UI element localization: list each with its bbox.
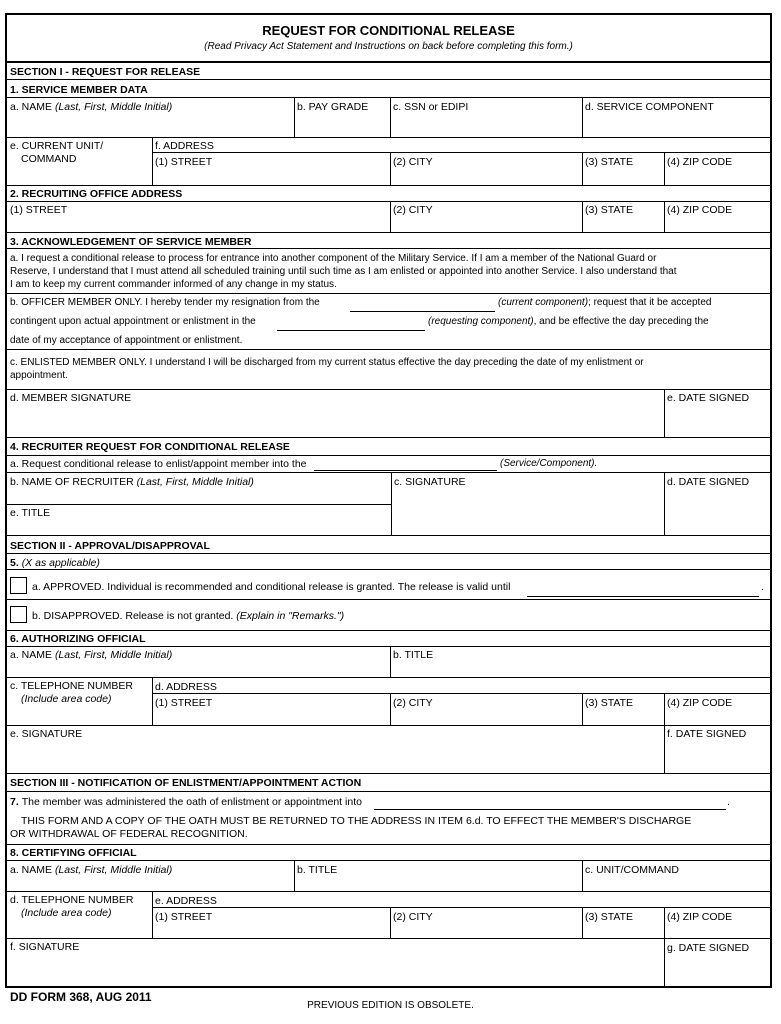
rule [7, 844, 770, 845]
authorizing-name-label: a. NAME (Last, First, Middle Initial) [10, 649, 173, 661]
recruiter-signature-label: c. SIGNATURE [394, 476, 466, 488]
oath-component-line[interactable] [374, 809, 726, 810]
authorizing-tel-label: c. TELEPHONE NUMBER [10, 680, 133, 692]
authorizing-city-label: (2) CITY [393, 697, 433, 709]
member-date-label: e. DATE SIGNED [667, 392, 750, 404]
authorizing-address-label: d. ADDRESS [155, 681, 217, 693]
form-subtitle: (Read Privacy Act Statement and Instructions on back before completing this form.) [204, 41, 573, 52]
rule [7, 553, 770, 554]
current-unit-label-2: COMMAND [21, 153, 77, 165]
member-signature-label: d. MEMBER SIGNATURE [10, 392, 132, 404]
form-frame [5, 13, 772, 988]
certifying-signature-field[interactable] [8, 939, 663, 987]
recruiting-state-label: (3) STATE [585, 204, 634, 216]
authorizing-date-label: f. DATE SIGNED [667, 728, 747, 740]
recruiter-date-label: d. DATE SIGNED [667, 476, 750, 488]
rule [7, 535, 770, 536]
member-name-field[interactable] [8, 98, 293, 136]
ack-a-line1: a. I request a conditional release to process for entrance into another component of the Military Service. If I am a member of the National Guard or [10, 253, 657, 264]
rule [7, 185, 770, 186]
authorizing-signature-field[interactable] [8, 726, 663, 772]
form-title: REQUEST FOR CONDITIONAL RELEASE [262, 23, 515, 38]
recruiting-street-label: (1) STREET [10, 204, 68, 216]
authorizing-state-label: (3) STATE [585, 697, 634, 709]
section-2-heading: SECTION II - APPROVAL/DISAPPROVAL [10, 540, 210, 552]
recruiting-zip-label: (4) ZIP CODE [667, 204, 733, 216]
rule [7, 773, 770, 774]
officer-text-2b: (requesting component), and be effective the day preceding the [428, 316, 709, 327]
street-label: (1) STREET [155, 156, 213, 168]
recruiter-title-field[interactable] [8, 505, 390, 534]
member-signature-field[interactable] [8, 390, 663, 436]
enlisted-text-2: appointment. [10, 370, 68, 381]
recruiting-zip-field[interactable] [665, 202, 769, 231]
authorizing-zip-field[interactable] [665, 694, 769, 724]
service-component-hint: (Service/Component). [500, 458, 598, 469]
authorizing-signature-label: e. SIGNATURE [10, 728, 83, 740]
item-5-heading: 5. (X as applicable) [10, 557, 100, 569]
approved-checkbox[interactable] [10, 577, 27, 594]
recruiter-signature-field[interactable] [392, 473, 663, 534]
item-3-heading: 3. ACKNOWLEDGEMENT OF SERVICE MEMBER [10, 236, 252, 248]
item-7-text: 7. The member was administered the oath of enlistment or appointment into [10, 796, 362, 808]
rule [7, 677, 770, 678]
rule [7, 61, 770, 63]
return-note-1: THIS FORM AND A COPY OF THE OATH MUST BE RETURNED TO THE ADDRESS IN ITEM 6.d. TO EFFECT THE MEMBER'S DISCHARGE [21, 815, 692, 827]
recruiter-title-label: e. TITLE [10, 507, 51, 519]
item-6-heading: 6. AUTHORIZING OFFICIAL [10, 633, 146, 645]
officer-text-3: date of my acceptance of appointment or enlistment. [10, 335, 243, 346]
section-3-heading: SECTION III - NOTIFICATION OF ENLISTMENT/APPOINTMENT ACTION [10, 777, 362, 789]
disapproved-text: b. DISAPPROVED. Release is not granted. (Explain in "Remarks.") [32, 610, 345, 622]
rule [7, 248, 770, 249]
recruiting-city-field[interactable] [391, 202, 581, 231]
authorizing-city-field[interactable] [391, 694, 581, 724]
authorizing-title-label: b. TITLE [393, 649, 434, 661]
officer-text-2: contingent upon actual appointment or enlistment in the [10, 316, 256, 327]
period: . [727, 796, 730, 808]
address-label: f. ADDRESS [155, 140, 214, 152]
service-component-field[interactable] [583, 98, 769, 136]
rule [7, 569, 770, 570]
authorizing-title-field[interactable] [391, 647, 769, 676]
rule [7, 293, 770, 294]
authorizing-zip-label: (4) ZIP CODE [667, 697, 733, 709]
city-label: (2) CITY [393, 156, 433, 168]
zip-field[interactable] [665, 153, 769, 184]
rule [7, 630, 770, 631]
certifying-unit-label: c. UNIT/COMMAND [585, 864, 679, 876]
rule [7, 455, 770, 456]
recruiter-request-text: a. Request conditional release to enlist/appoint member into the [10, 458, 307, 470]
return-note-2: OR WITHDRAWAL OF FEDERAL RECOGNITION. [10, 828, 248, 840]
recruiting-street-field[interactable] [8, 202, 389, 231]
recruiter-name-field[interactable] [8, 473, 390, 503]
rule [7, 599, 770, 600]
item-1-heading: 1. SERVICE MEMBER DATA [10, 84, 148, 96]
member-name-label: a. NAME (Last, First, Middle Initial) [10, 101, 173, 113]
certifying-date-field[interactable] [665, 939, 769, 987]
authorizing-street-field[interactable] [153, 694, 389, 724]
certifying-name-field[interactable] [8, 861, 293, 890]
rule [7, 232, 770, 233]
officer-text-1b: (current component); request that it be accepted [498, 297, 712, 308]
item-8-heading: 8. CERTIFYING OFFICIAL [10, 847, 137, 859]
rule [7, 791, 770, 792]
certifying-state-field[interactable] [583, 908, 663, 937]
city-field[interactable] [391, 153, 581, 184]
service-component-label: d. SERVICE COMPONENT [585, 101, 714, 113]
edition-note: PREVIOUS EDITION IS OBSOLETE. [307, 1000, 474, 1011]
section-1-heading: SECTION I - REQUEST FOR RELEASE [10, 66, 201, 78]
certifying-title-field[interactable] [295, 861, 581, 890]
current-unit-label: e. CURRENT UNIT/ [10, 140, 104, 152]
item-2-heading: 2. RECRUITING OFFICE ADDRESS [10, 188, 183, 200]
certifying-zip-label: (4) ZIP CODE [667, 911, 733, 923]
recruiting-state-field[interactable] [583, 202, 663, 231]
rule [7, 79, 770, 80]
pay-grade-field[interactable] [295, 98, 389, 136]
state-field[interactable] [583, 153, 663, 184]
service-component-line[interactable] [314, 470, 497, 471]
authorizing-tel-hint: (Include area code) [21, 693, 112, 705]
authorizing-street-label: (1) STREET [155, 697, 213, 709]
certifying-title-label: b. TITLE [297, 864, 338, 876]
form-number: DD FORM 368, AUG 2011 [10, 990, 152, 1004]
certifying-unit-field[interactable] [583, 861, 769, 890]
certifying-tel-field[interactable] [8, 920, 151, 937]
officer-text-1: b. OFFICER MEMBER ONLY. I hereby tender my resignation from the [10, 297, 320, 308]
current-unit-field[interactable] [8, 165, 151, 184]
street-field[interactable] [153, 153, 389, 184]
certifying-date-label: g. DATE SIGNED [667, 942, 750, 954]
authorizing-tel-field[interactable] [8, 706, 151, 724]
valid-until-line[interactable] [527, 596, 759, 597]
member-date-field[interactable] [665, 390, 769, 436]
ssn-field[interactable] [391, 98, 581, 136]
ssn-label: c. SSN or EDIPI [393, 101, 469, 113]
requesting-component-line[interactable] [277, 330, 425, 331]
ack-a-line2: Reserve, I understand that I must attend all scheduled training until such time as I am enlisted or appointed into another Service. I also understand that [10, 266, 677, 277]
current-component-line[interactable] [350, 311, 495, 312]
rule [7, 437, 770, 438]
pay-grade-label: b. PAY GRADE [297, 101, 369, 113]
authorizing-state-field[interactable] [583, 694, 663, 724]
approved-text: a. APPROVED. Individual is recommended and conditional release is granted. The release is valid until [32, 581, 511, 593]
rule [7, 349, 770, 350]
certifying-tel-hint: (Include area code) [21, 907, 112, 919]
rule [7, 137, 770, 138]
certifying-zip-field[interactable] [665, 908, 769, 937]
authorizing-date-field[interactable] [665, 726, 769, 772]
certifying-state-label: (3) STATE [585, 911, 634, 923]
certifying-city-label: (2) CITY [393, 911, 433, 923]
recruiter-date-field[interactable] [665, 473, 769, 534]
state-label: (3) STATE [585, 156, 634, 168]
ack-a-line3: I am to keep my current commander informed of any change in my status. [10, 279, 337, 290]
recruiting-city-label: (2) CITY [393, 204, 433, 216]
certifying-address-label: e. ADDRESS [155, 895, 217, 907]
disapproved-checkbox[interactable] [10, 606, 27, 623]
period: . [761, 581, 764, 593]
certifying-street-label: (1) STREET [155, 911, 213, 923]
certifying-city-field[interactable] [391, 908, 581, 937]
certifying-tel-label: d. TELEPHONE NUMBER [10, 894, 134, 906]
certifying-street-field[interactable] [153, 908, 389, 937]
certifying-name-label: a. NAME (Last, First, Middle Initial) [10, 864, 173, 876]
authorizing-name-field[interactable] [8, 647, 389, 676]
enlisted-text-1: c. ENLISTED MEMBER ONLY. I understand I will be discharged from my current status effective the day preceding the date of my enlistment or [10, 357, 644, 368]
item-4-heading: 4. RECRUITER REQUEST FOR CONDITIONAL RELEASE [10, 441, 290, 453]
recruiter-name-label: b. NAME OF RECRUITER (Last, First, Middle Initial) [10, 476, 254, 488]
rule [7, 891, 770, 892]
zip-label: (4) ZIP CODE [667, 156, 733, 168]
certifying-signature-label: f. SIGNATURE [10, 941, 80, 953]
